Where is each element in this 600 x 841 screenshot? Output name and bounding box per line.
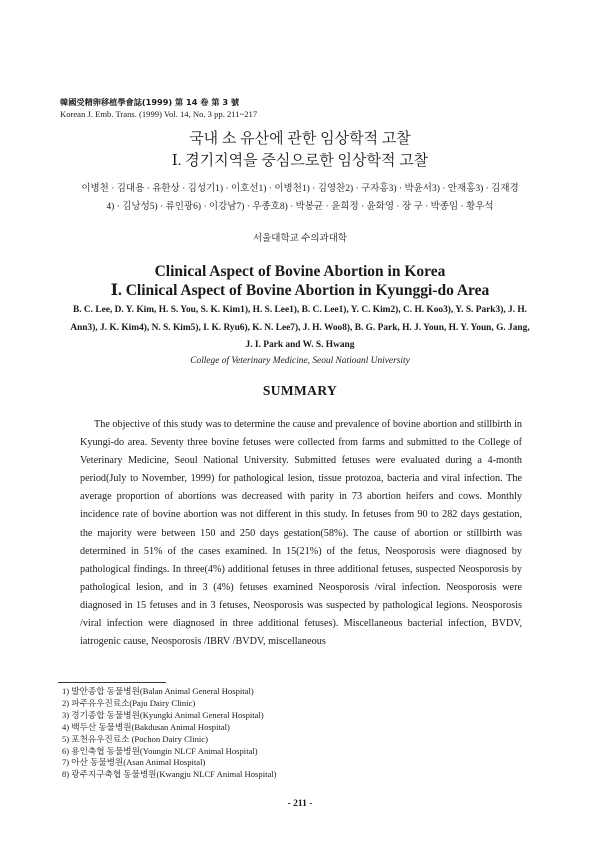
korean-title-main: 국내 소 유산에 관한 임상학적 고찰 — [189, 131, 411, 147]
english-title-sub: Ⅰ. Clinical Aspect of Bovine Abortion in Kyunggi-do Area — [110, 282, 490, 299]
footnote-item: 6) 용인축협 동물병원(Youngin NLCF Animal Hospital) — [62, 745, 258, 756]
summary-paragraph: The objective of this study was to determine the cause and prevalence of bovine abortion and stillbirth in Kyungi-do area. Seventy three bovine fetuses were collected from farms and submitted to the College of Veterinary Medicine, Seoul National University. Submitted fetuses were evaluated during a 4-month period(July to November, 1999) for pathological lesion, tissue protozoa, bacteria and viral infection. The average proportion of abortions was decreased with parity in 73 abortion heifers and cows. Monthly incidence rate of bovine abortion was not different in this study. In fetuses from 90 to 282 days gestation, the majority were between 150 and 250 days gestation(58%). The cause of abortion or stillbirth was determined in 51% of the cases examined. In 15(21%) of the fetus, Neosporosis were diagnosed by pathological findings. In three(4%) additional fetuses in three additional fetuses, suspected Neosporosis by pathological lesion, and in 3 (4%) fetuses examined Neosporosis /viral infection. Neosporosis were diagnosed in 15 fetuses and in 3 fetuses, Neosporosis was suspected by pathological legions. Neosporosis /viral infection were diagnosed in three additional fetuses). Miscellaneous bacterial infection, BVDV, iatrogenic cause, Neosporosis /IBRV /BVDV, miscellaneous — [80, 419, 522, 648]
footnote-item: 1) 발안종합 동물병원(Balan Animal General Hospital) — [62, 686, 254, 696]
footnote-item: 5) 포천유우진료소 (Pochon Dairy Clinic) — [62, 733, 208, 744]
page-number: - 211 - — [287, 799, 313, 809]
journal-citation-korean: 韓國受精卵移植學會誌(1999) 第 14 卷 第 3 號 — [60, 97, 240, 107]
footnote-divider — [58, 682, 166, 683]
footnote-item: 4) 백두산 동물병원(Bakdusan Animal Hospital) — [62, 721, 230, 732]
footnote-item: 3) 경기종합 동물병원(Kyungki Animal General Hospital) — [62, 709, 264, 720]
english-author-list: B. C. Lee, D. Y. Kim, H. S. You, S. K. Kim1), H. S. Lee1), B. C. Lee1), Y. C. Kim2), C. H. Koo3), Y. S. Park3), J. H. Ann3), J. K. Kim4), N. S. Kim5), I. K. Ryu6), K. N. Lee7), J. H. Woo8), B. G. Park, H. J. Youn, H. Y. Youn, G. Jang, J. I. Park and W. S. Hwang — [70, 305, 530, 351]
footnote-item: 7) 아산 동물병원(Asan Animal Hospital) — [62, 757, 206, 768]
korean-title-sub: Ⅰ. 경기지역을 중심으로한 임상학적 고찰 — [171, 153, 429, 169]
korean-author-list: 이병천 · 김대용 · 유한상 · 김성기1) · 이호선1) · 이병천1) · 김영찬2) · 구자홍3) · 박윤서3) · 안재홍3) · 김재경4) · 김낭성5) · 류인광6) · 이강남7) · 우종호8) · 박봉균 · 윤희정 · 윤화영 · 장 구 · 박종임 · 황우석 — [81, 184, 519, 212]
english-affiliation: College of Veterinary Medicine, Seoul Natioanl University — [190, 356, 410, 366]
journal-header — [60, 96, 257, 120]
footnote-item: 8) 광주지구축협 동물병원(Kwangju NLCF Animal Hospital) — [62, 769, 277, 780]
footnote-list — [62, 686, 532, 781]
footnote-item: 2) 파주유우진료소(Paju Dairy Clinic) — [62, 697, 196, 708]
korean-affiliation: 서울대학교 수의과대학 — [252, 234, 348, 244]
summary-heading: SUMMARY — [262, 383, 338, 398]
english-title-main: Clinical Aspect of Bovine Abortion in Korea — [154, 263, 446, 280]
journal-citation-english: Korean J. Emb. Trans. (1999) Vol. 14, No. 3 pp. 211~217 — [60, 109, 258, 119]
